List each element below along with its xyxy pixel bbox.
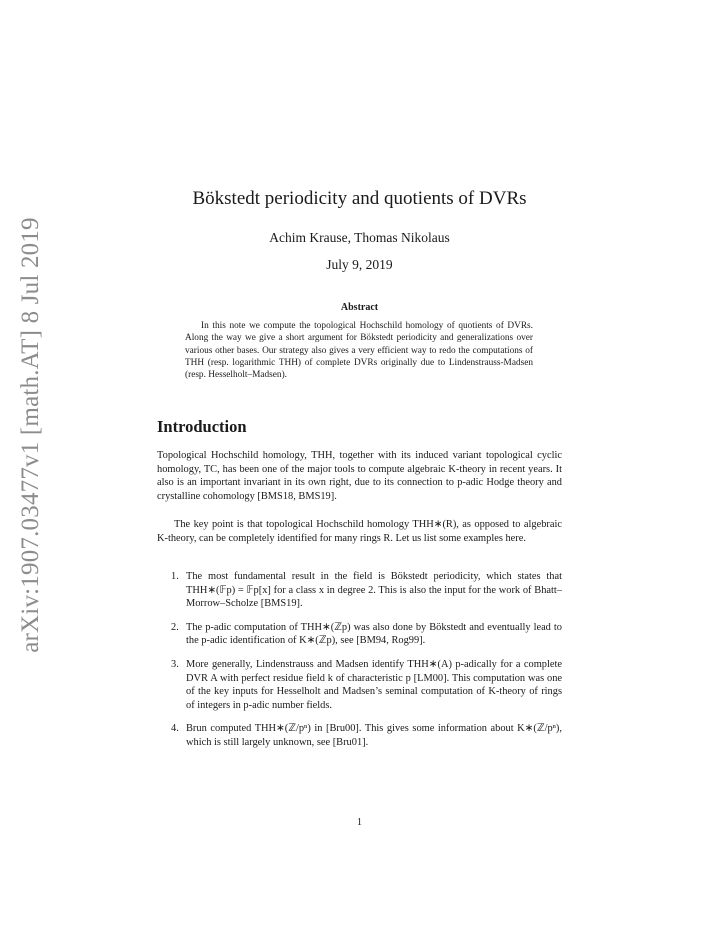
page-number: 1 — [356, 817, 363, 828]
list-item-number: 3. — [171, 658, 179, 670]
list-item-number: 1. — [171, 571, 179, 582]
list-item-text: The most fundamental result in the field is Bökstedt periodicity, which states that THH∗(𝔽p) = 𝔽p[x] for a class x in degree 2. This is also the input for the work of Bhatt–Morrow–Scholze [BMS19]. — [186, 571, 562, 610]
intro-paragraph-2: The key point is that topological Hochschild homology THH∗(R), as opposed to algebraic K-theory, can be completely identified for many rings R. Let us list some examples here. — [157, 519, 562, 544]
list-item-text: Brun computed THH∗(ℤ/pⁿ) in [Bru00]. This gives some information about K∗(ℤ/pⁿ), which is still largely unknown, see [Bru01]. — [186, 723, 562, 748]
arxiv-sidebar — [6, 217, 56, 653]
list-item — [157, 658, 562, 712]
examples-list — [157, 570, 562, 760]
list-item — [157, 621, 562, 648]
paper-date: July 9, 2019 — [326, 257, 393, 272]
list-item-text: More generally, Lindenstrauss and Madsen identify THH∗(A) p-adically for a complete DVR A with perfect residue field k of characteristic p [LM00]. This computation was one of the key inputs for Hesselholt and Madsen’s seminal computation of K-theory of rings of integers in p-adic number fields. — [186, 658, 562, 711]
paper-title: Bökstedt periodicity and quotients of DVRs — [192, 188, 527, 209]
list-item-number: 2. — [171, 621, 179, 633]
arxiv-identifier: arXiv:1907.03477v1 [math.AT] 8 Jul 2019 — [17, 217, 44, 653]
list-item — [157, 570, 562, 611]
list-item-number: 4. — [171, 723, 179, 735]
introduction-heading: Introduction — [157, 417, 247, 436]
abstract-heading: Abstract — [340, 302, 379, 313]
intro-paragraph-1: Topological Hochschild homology, THH, together with its induced variant topological cyclic homology, TC, has been one of the major tools to compute algebraic K-theory in recent years. It also is an important invariant in its own right, due to its connection to p-adic Hodge theory and crystalline cohomology [BMS18, BMS19]. — [157, 450, 562, 502]
list-item-text: The p-adic computation of THH∗(ℤp) was also done by Bökstedt and eventually lead to the p-adic identification of K∗(ℤp), see [BM94, Rog99]. — [186, 621, 562, 647]
list-item — [157, 722, 562, 749]
paper-authors: Achim Krause, Thomas Nikolaus — [269, 230, 450, 245]
abstract-text: In this note we compute the topological Hochschild homology of quotients of DVRs. Along the way we give a short argument for Bökstedt periodicity and generalizations over various other bases. Our strategy also gives a very efficient way to redo the computations of THH (resp. logarithmic THH) of complete DVRs originally due to Lindenstrauss-Madsen (resp. Hesselholt–Madsen). — [185, 321, 533, 381]
